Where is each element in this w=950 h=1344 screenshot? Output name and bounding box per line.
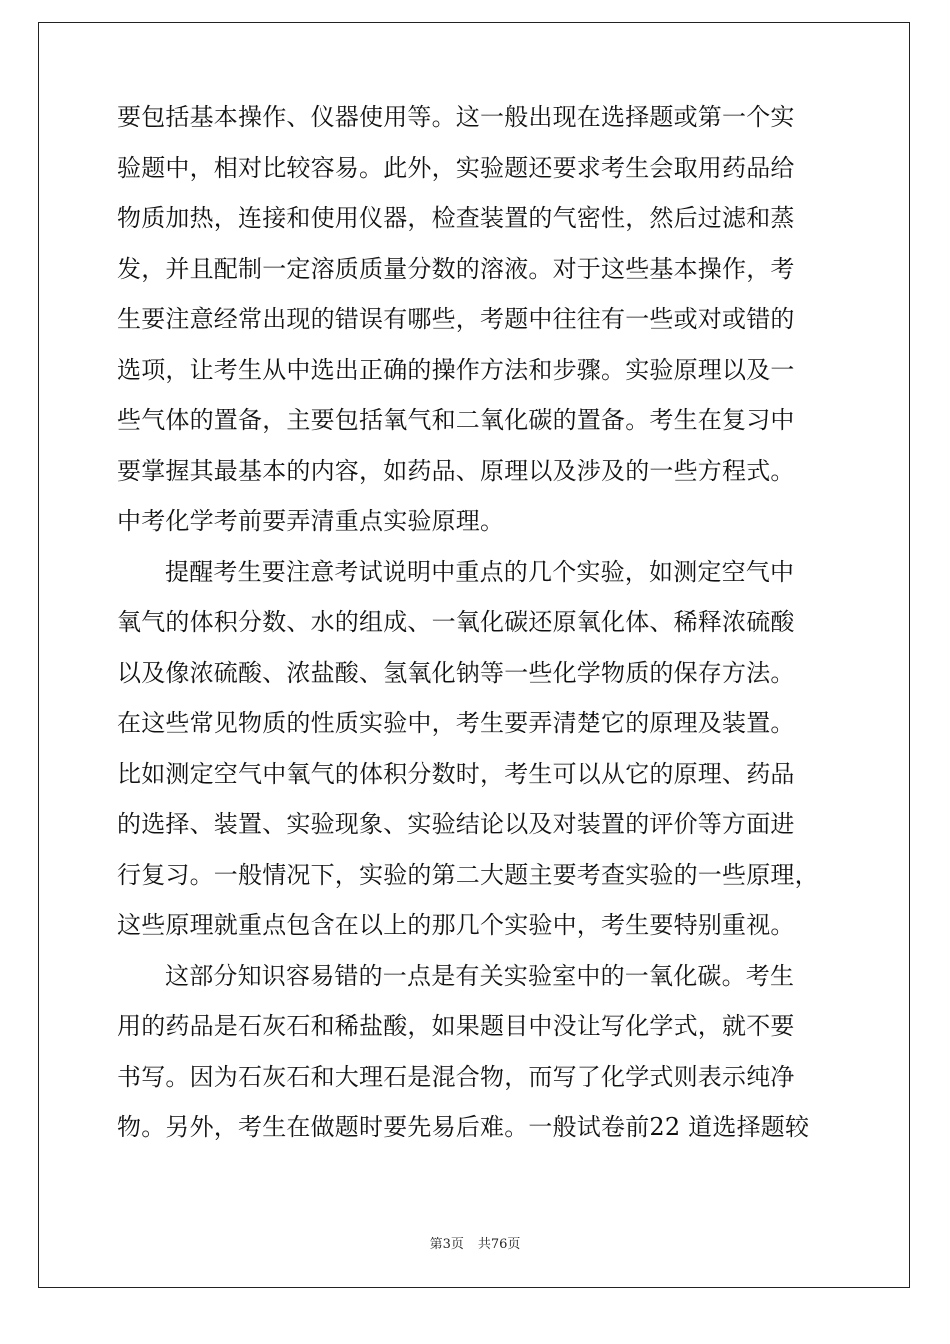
text-line: 要包括基本操作、仪器使用等。这一般出现在选择题或第一个实 <box>117 103 795 131</box>
text-line: 比如测定空气中氧气的体积分数时，考生可以从它的原理、药品 <box>117 759 795 788</box>
text-line: 行复习。一般情况下，实验的第二大题主要考查实验的一些原理， <box>117 860 819 889</box>
text-line: 的选择、装置、实验现象、实验结论以及对装置的评价等方面进 <box>117 810 795 838</box>
paragraph <box>117 92 833 547</box>
text-line: 要掌握其最基本的内容，如药品、原理以及涉及的一些方程式。 <box>117 456 795 485</box>
total-pages-label: 共76页 <box>477 1237 521 1252</box>
document-body <box>117 92 833 1153</box>
text-line: 在这些常见物质的性质实验中，考生要弄清楚它的原理及装置。 <box>117 709 795 737</box>
text-line: 物。另外，考生在做题时要先易后难。一般试卷前22 道选择题较 <box>117 1113 810 1141</box>
paragraph <box>117 547 833 951</box>
text-line: 中考化学考前要弄清重点实验原理。 <box>117 507 505 535</box>
text-line: 这些原理就重点包含在以上的那几个实验中，考生要特别重视。 <box>117 911 795 939</box>
paragraph <box>117 951 833 1153</box>
text-line: 发，并且配制一定溶质质量分数的溶液。对于这些基本操作，考 <box>117 254 795 283</box>
text-line: 用的药品是石灰石和稀盐酸，如果题目中没让写化学式，就不要 <box>117 1012 795 1040</box>
text-line: 提醒考生要注意考试说明中重点的几个实验，如测定空气中 <box>165 557 795 586</box>
text-line: 书写。因为石灰石和大理石是混合物，而写了化学式则表示纯净 <box>117 1062 795 1091</box>
text-line: 些气体的置备，主要包括氧气和二氧化碳的置备。考生在复习中 <box>117 406 795 434</box>
text-line: 选项，让考生从中选出正确的操作方法和步骤。实验原理以及一 <box>117 355 795 384</box>
text-line: 生要注意经常出现的错误有哪些，考题中往往有一些或对或错的 <box>117 305 795 333</box>
text-line: 这部分知识容易错的一点是有关实验室中的一氧化碳。考生 <box>165 961 795 990</box>
text-line: 物质加热，连接和使用仪器，检查装置的气密性，然后过滤和蒸 <box>117 204 795 232</box>
current-page-label: 第3页 <box>429 1237 464 1252</box>
text-line: 氧气的体积分数、水的组成、一氧化碳还原氧化体、稀释浓硫酸 <box>117 608 795 636</box>
page-footer <box>0 1233 950 1252</box>
text-line: 验题中，相对比较容易。此外，实验题还要求考生会取用药品给 <box>117 153 795 182</box>
text-line: 以及像浓硫酸、浓盐酸、氢氧化钠等一些化学物质的保存方法。 <box>117 658 795 687</box>
